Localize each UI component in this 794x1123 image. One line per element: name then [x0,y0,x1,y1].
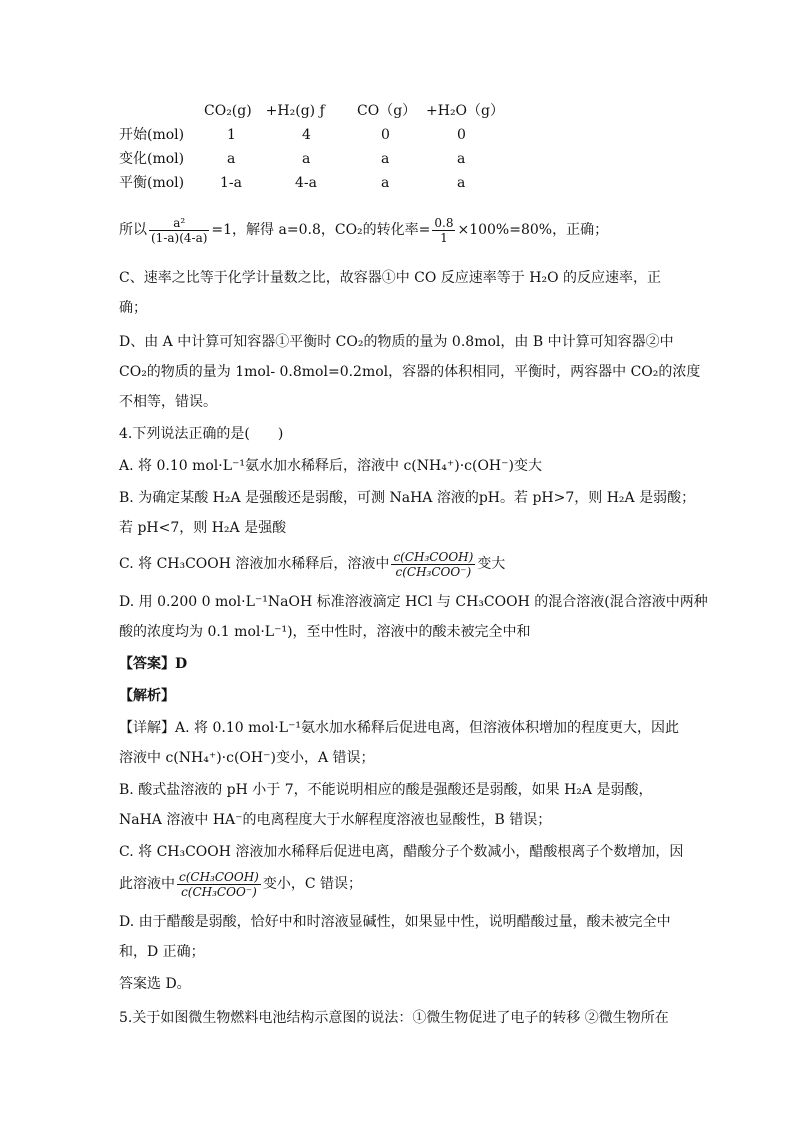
header-h2o: +H₂O（g） [426,103,504,119]
analysis-d-line: D. 由于醋酸是弱酸，恰好中和时溶液显碱性，如果显中性，说明醋酸过量，酸未被完全中 [119,914,671,930]
table-cell: a [302,151,311,167]
analysis-b-line: B. 酸式盐溶液的 pH 小于 7，不能说明相应的酸是强酸还是弱酸，如果 H₂A 是弱酸， [119,782,653,798]
table-cell: a [457,151,466,167]
fraction-denominator: c(CH₃COO⁻) [181,884,257,899]
fraction-numerator: 0.8 [434,215,454,230]
option-c-suffix: 变大 [477,556,506,572]
analysis-title: 【解析】 [119,688,175,704]
table-cell: 0 [457,127,466,143]
analysis-c-prefix: 此溶液中 [119,876,175,892]
question-4-stem: 4.下列说法正确的是( ) [119,426,284,442]
calc-prefix: 所以 [119,222,147,238]
row-label: 开始(mol) [119,127,185,143]
table-cell: 1-a [220,175,242,191]
row-label: 平衡(mol) [119,175,185,191]
header-reactants: CO₂(g) +H₂(g) ƒ [204,103,325,119]
fraction-denominator: (1-a)(4-a) [151,230,208,245]
table-cell: 4-a [295,175,317,191]
analysis-a-line: 溶液中 c(NH₄⁺)·c(OH⁻)变小，A 错误； [119,750,375,766]
fraction-a2 [149,216,209,245]
fraction-numerator: c(CH₃COOH) [393,549,474,564]
calc-mid: =1，解得 a=0.8，CO₂的转化率= [211,222,431,238]
fraction-denominator: c(CH₃COO⁻) [395,564,472,579]
question-4-option-b: B. 为确定某酸 H₂A 是强酸还是弱酸，可测 NaHA 溶液的pH。若 pH>7，则 H₂A 是弱酸； [119,490,696,506]
question-4-option-d-cont: 酸的浓度均为 0.1 mol·L⁻¹)，至中性时，溶液中的酸未被完全中和 [119,624,531,640]
analysis-d-line: 和，D 正确； [119,944,205,960]
paragraph-d-line: 不相等，错误。 [119,394,217,410]
table-cell: a [381,151,390,167]
question-4-option-a: A. 将 0.10 mol·L⁻¹氨水加水稀释后，溶液中 c(NH₄⁺)·c(OH⁻)变大 [119,458,542,474]
fraction-denominator: 1 [440,230,448,245]
analysis-b-line: NaHA 溶液中 HA⁻的电离程度大于水解程度溶液也显酸性，B 错误； [119,812,552,828]
fraction-conversion [432,216,455,245]
analysis-a-line: 【详解】A. 将 0.10 mol·L⁻¹氨水加水稀释后促进电离，但溶液体积增加的程度更大，因此 [119,720,680,736]
question-5-stem: 5.关于如图微生物燃料电池结构示意图的说法：①微生物促进了电子的转移 ②微生物所在 [119,1010,669,1026]
fraction-numerator: a² [149,216,209,231]
analysis-c-fraction-line [119,866,362,902]
question-4-option-b-cont: 若 pH<7，则 H₂A 是强酸 [119,520,287,536]
analysis-conclusion: 答案选 D。 [119,976,191,992]
paragraph-d-line: D、由 A 中计算可知容器①平衡时 CO₂的物质的量为 0.8mol，由 B 中计算可知容器②中 [119,334,674,350]
paragraph-d-line: CO₂的物质的量为 1mol- 0.8mol=0.2mol，容器的体积相同，平衡时，两容器中 CO₂的浓度 [119,364,701,380]
option-c-prefix: C. 将 CH₃COOH 溶液加水稀释后，溶液中 [119,556,390,572]
table-cell: 4 [302,127,311,143]
fraction-numerator: c(CH₃COOH) [179,869,259,884]
table-cell: a [381,175,390,191]
paragraph-c-line: 确； [119,300,147,316]
table-cell: a [457,175,466,191]
table-cell: a [227,151,236,167]
answer-label: 【答案】D [119,656,188,672]
calc-line [119,212,608,248]
analysis-c-line: C. 将 CH₃COOH 溶液加水稀释后促进电离，醋酸分子个数减小，醋酸根离子个数增加，因 [119,844,684,860]
table-cell: 1 [227,127,236,143]
row-label: 变化(mol) [119,151,185,167]
fraction-ratio [177,870,261,899]
analysis-c-suffix: 变小，C 错误； [262,876,363,892]
fraction-ratio [391,550,475,579]
paragraph-c-line: C、速率之比等于化学计量数之比，故容器①中 CO 反应速率等于 H₂O 的反应速率，正 [119,270,661,286]
question-4-option-d: D. 用 0.200 0 mol·L⁻¹NaOH 标准溶液滴定 HCl 与 CH₃COOH 的混合溶液(混合溶液中两种 [119,594,708,610]
calc-suffix: ×100%=80%，正确； [457,222,609,238]
table-cell: 0 [381,127,390,143]
header-co: CO（g） [357,103,417,119]
question-4-option-c [119,546,505,582]
